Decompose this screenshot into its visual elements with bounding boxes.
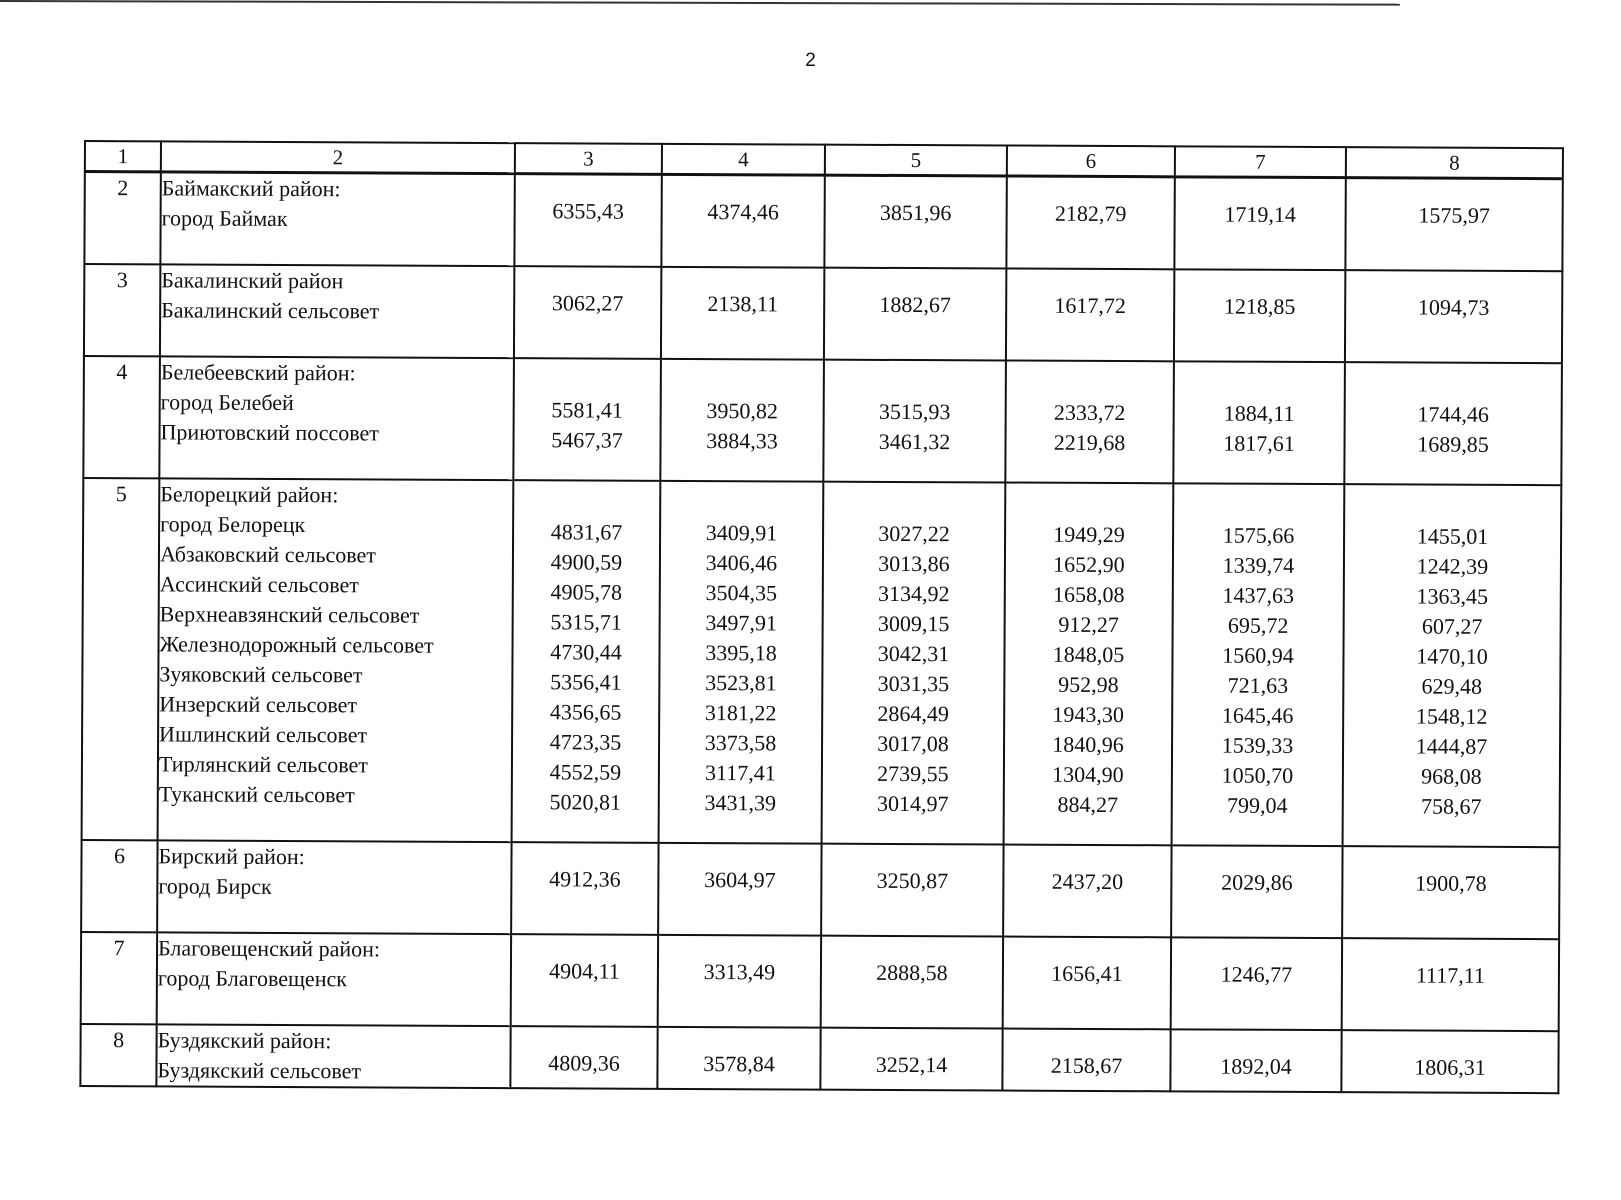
value-cell-col-8 [1341, 1030, 1558, 1093]
numeric-value: 2029,86 [1221, 869, 1293, 895]
value-cell-col-3 [513, 358, 661, 481]
row-index: 5 [82, 478, 160, 840]
value-cell-col-7 [1171, 937, 1342, 1030]
numeric-value: 5467,37 [551, 427, 623, 453]
numeric-value: 3017,08 [877, 730, 949, 757]
value-cell-col-8 [1342, 846, 1559, 939]
numeric-value: 1817,61 [1223, 430, 1295, 456]
value-cell-col-3 [512, 480, 661, 843]
numeric-value: 3027,22 [878, 520, 950, 547]
numeric-value: 1575,66 [1222, 522, 1295, 548]
header-line-spacer [662, 366, 823, 397]
numeric-value: 1840,96 [1052, 731, 1124, 758]
numeric-value: 3042,31 [877, 640, 950, 667]
territory-cell [156, 1024, 510, 1088]
header-line-spacer [663, 182, 824, 198]
header-line-spacer [1343, 853, 1558, 869]
numeric-value: 3578,84 [703, 1051, 775, 1077]
numeric-value: 4900,59 [550, 549, 623, 575]
header-line-spacer [1343, 1037, 1558, 1053]
numeric-value: 1882,67 [879, 291, 952, 318]
numeric-value: 3431,39 [704, 790, 777, 816]
numeric-value: 4831,67 [550, 519, 623, 545]
header-line-spacer [825, 275, 1005, 291]
territory-cell [158, 478, 514, 842]
numeric-value: 2138,11 [707, 291, 779, 317]
district-name: Благовещенский район: [157, 935, 381, 962]
column-header-7: 7 [1175, 146, 1346, 177]
numeric-value: 3409,91 [705, 520, 778, 546]
value-cell-col-3 [514, 266, 661, 359]
territory-cell [159, 356, 514, 480]
header-line-spacer [1175, 368, 1344, 399]
numeric-value: 1339,74 [1222, 552, 1295, 578]
territory-cell [160, 264, 514, 358]
header-line-spacer [1175, 276, 1344, 292]
numeric-value: 2437,20 [1051, 868, 1124, 895]
row-index: 8 [80, 1024, 156, 1086]
data-table [79, 140, 1564, 1094]
numeric-value: 5315,71 [550, 609, 622, 635]
value-cell-col-5 [823, 360, 1006, 483]
header-line-spacer [1343, 945, 1558, 961]
numeric-value: 4730,44 [550, 639, 622, 665]
header-line-spacer [1346, 277, 1561, 293]
value-cell-col-8 [1344, 362, 1562, 485]
header-line-spacer [1172, 852, 1341, 868]
numeric-value: 1560,94 [1222, 642, 1294, 668]
value-cell-col-3 [510, 1026, 657, 1089]
numeric-value: 3014,97 [876, 790, 949, 817]
table-row [84, 264, 1562, 363]
settlement-name: Зуяковский сельсовет [159, 661, 363, 688]
header-line-spacer [1004, 852, 1170, 868]
numeric-value: 4905,78 [550, 579, 623, 605]
header-line-spacer [659, 1034, 820, 1050]
numeric-value: 1575,97 [1418, 202, 1490, 228]
value-cell-col-7 [1174, 269, 1345, 362]
settlement-name: Туканский сельсовет [158, 781, 355, 808]
value-cell-col-3 [514, 174, 661, 267]
numeric-value: 1656,41 [1051, 960, 1123, 987]
header-line-spacer [661, 488, 822, 519]
numeric-value: 4552,59 [549, 759, 622, 785]
numeric-value: 3461,32 [878, 428, 951, 455]
header-line-spacer [515, 273, 660, 289]
value-cell-col-4 [659, 481, 824, 844]
row-spacer [160, 447, 512, 479]
value-cell-col-5 [822, 482, 1006, 845]
numeric-value: 1900,78 [1415, 870, 1487, 896]
numeric-value: 799,04 [1226, 792, 1288, 818]
numeric-value: 1848,05 [1052, 641, 1125, 668]
header-line-spacer [514, 487, 659, 518]
settlement-name: Буздякский сельсовет [157, 1057, 362, 1084]
numeric-value: 1117,11 [1415, 962, 1486, 988]
numeric-value: 2739,55 [877, 760, 949, 787]
numeric-value: 3117,41 [705, 760, 776, 786]
value-cell-col-7 [1172, 483, 1345, 846]
header-line-spacer [1345, 491, 1560, 522]
table-row [80, 1024, 1558, 1093]
header-line-spacer [1008, 184, 1174, 200]
value-cell-col-4 [657, 1027, 820, 1090]
numeric-value: 1218,85 [1223, 293, 1296, 319]
settlement-name: город Баймак [161, 205, 288, 231]
value-cell-col-8 [1345, 270, 1562, 363]
header-line-spacer [515, 365, 660, 396]
table-body [80, 172, 1562, 1094]
numeric-value: 3851,96 [879, 199, 952, 226]
header-line-spacer [1174, 490, 1343, 521]
numeric-value: 6355,43 [552, 198, 624, 224]
numeric-value: 1652,90 [1053, 551, 1125, 578]
value-cell-col-7 [1174, 177, 1345, 270]
numeric-value: 3252,14 [875, 1051, 948, 1078]
numeric-value: 5581,41 [551, 397, 623, 423]
numeric-value: 1094,73 [1417, 294, 1490, 320]
numeric-value: 5020,81 [549, 789, 622, 815]
numeric-value: 3013,86 [878, 550, 950, 577]
numeric-value: 4912,36 [549, 866, 621, 892]
header-line-spacer [822, 851, 1002, 867]
numeric-value: 2219,68 [1053, 429, 1126, 456]
numeric-value: 1645,46 [1221, 702, 1294, 728]
header-line-spacer [1007, 368, 1173, 399]
header-line-spacer [659, 850, 820, 866]
territory-cell [160, 172, 514, 266]
numeric-value: 4904,11 [549, 958, 620, 984]
header-line-spacer [512, 941, 657, 957]
table-container [79, 140, 1562, 1094]
numeric-value: 1548,12 [1415, 703, 1488, 729]
numeric-value: 1943,30 [1052, 701, 1125, 728]
value-cell-col-6 [1006, 269, 1174, 362]
numeric-value: 1363,45 [1416, 583, 1489, 609]
row-spacer [161, 233, 513, 265]
row-index: 4 [83, 356, 160, 478]
numeric-value: 1242,39 [1416, 553, 1489, 579]
header-line-spacer [1172, 1036, 1341, 1052]
numeric-value: 1658,08 [1052, 581, 1125, 608]
numeric-value: 3250,87 [876, 867, 949, 894]
value-cell-col-6 [1005, 361, 1174, 484]
numeric-value: 3406,46 [705, 550, 778, 576]
column-header-1: 1 [85, 141, 161, 172]
row-spacer [161, 325, 513, 357]
header-line-spacer [826, 183, 1006, 199]
numeric-value: 3031,35 [877, 670, 950, 697]
numeric-value: 629,48 [1421, 673, 1483, 699]
numeric-value: 4356,65 [549, 699, 622, 725]
numeric-value: 884,27 [1057, 791, 1119, 818]
settlement-name: город Белорецк [160, 511, 306, 538]
numeric-value: 3523,81 [705, 670, 777, 696]
column-header-8: 8 [1346, 147, 1563, 179]
table-row [81, 840, 1559, 939]
numeric-value: 1437,63 [1222, 582, 1295, 608]
numeric-value: 3062,27 [551, 290, 624, 316]
settlement-name: Ишлинский сельсовет [159, 721, 368, 748]
header-line-spacer [512, 849, 657, 865]
district-name: Белорецкий район: [160, 481, 339, 508]
numeric-value: 607,27 [1421, 613, 1483, 639]
numeric-value: 2158,67 [1050, 1052, 1123, 1079]
district-name: Баймакский район: [161, 175, 341, 202]
column-header-2: 2 [161, 141, 515, 173]
numeric-value: 1806,31 [1414, 1054, 1486, 1080]
territory-cell [157, 840, 511, 934]
numeric-value: 1949,29 [1053, 521, 1125, 548]
settlement-name: Ассинский сельсовет [159, 571, 360, 598]
value-cell-col-7 [1170, 1029, 1341, 1092]
row-spacer [158, 901, 510, 933]
numeric-value: 3373,58 [704, 730, 777, 756]
column-header-5: 5 [825, 145, 1007, 176]
numeric-value: 1246,77 [1220, 961, 1293, 987]
numeric-value: 1884,11 [1223, 400, 1295, 426]
value-cell-col-6 [1004, 483, 1174, 846]
row-index: 7 [81, 932, 157, 1024]
settlement-name: Железнодорожный сельсовет [159, 631, 434, 658]
district-name: Бакалинский район [161, 267, 344, 294]
numeric-value: 1444,87 [1415, 733, 1488, 759]
page-number: 2 [805, 50, 816, 71]
value-cell-col-6 [1003, 937, 1171, 1030]
value-cell-col-3 [511, 934, 658, 1027]
numeric-value: 3134,92 [877, 580, 950, 607]
numeric-value: 968,08 [1421, 763, 1482, 789]
numeric-value: 1050,70 [1221, 762, 1294, 788]
numeric-value: 758,67 [1420, 793, 1482, 819]
numeric-value: 3504,35 [705, 580, 778, 606]
row-spacer [158, 993, 510, 1025]
value-cell-col-4 [661, 174, 824, 267]
numeric-value: 3950,82 [706, 398, 778, 424]
numeric-value: 4374,46 [707, 199, 779, 225]
row-index: 3 [84, 264, 160, 356]
value-cell-col-5 [821, 936, 1003, 1029]
numeric-value: 4809,36 [548, 1050, 620, 1076]
value-cell-col-7 [1171, 845, 1342, 938]
numeric-value: 5356,41 [550, 669, 622, 695]
settlement-name: Приютовский поссовет [160, 419, 380, 446]
numeric-value: 1719,14 [1224, 201, 1296, 227]
value-cell-col-7 [1173, 361, 1345, 484]
column-header-4: 4 [662, 144, 825, 175]
settlement-name: город Белебей [160, 389, 294, 416]
table-row [82, 478, 1562, 847]
numeric-value: 1470,10 [1416, 643, 1488, 669]
numeric-value: 952,98 [1058, 671, 1119, 698]
header-line-spacer [822, 1035, 1002, 1051]
header-line-spacer [825, 367, 1005, 398]
header-line-spacer [1004, 1036, 1170, 1052]
row-index: 6 [81, 840, 157, 932]
value-cell-col-8 [1343, 484, 1562, 847]
numeric-value: 1744,46 [1417, 401, 1489, 427]
numeric-value: 3395,18 [705, 640, 777, 666]
district-name: Буздякский район: [157, 1027, 332, 1054]
header-line-spacer [1004, 944, 1170, 960]
value-cell-col-8 [1345, 178, 1562, 272]
value-cell-col-5 [824, 175, 1006, 268]
settlement-name: Инзерский сельсовет [159, 691, 358, 718]
district-name: Белебеевский район: [160, 359, 356, 386]
value-cell-col-5 [821, 844, 1003, 937]
numeric-value: 1455,01 [1416, 523, 1489, 549]
table-row [81, 932, 1559, 1031]
value-cell-col-3 [511, 842, 658, 935]
numeric-value: 3009,15 [877, 610, 950, 637]
numeric-value: 3884,33 [706, 428, 778, 454]
value-cell-col-6 [1006, 176, 1174, 269]
header-line-spacer [1172, 944, 1341, 960]
settlement-name: Тирлянский сельсовет [158, 751, 368, 778]
numeric-value: 1539,33 [1221, 732, 1294, 758]
scan-edge-line [0, 0, 1400, 6]
value-cell-col-4 [661, 267, 824, 360]
numeric-value: 2888,58 [876, 959, 948, 986]
numeric-value: 2864,49 [877, 700, 950, 727]
numeric-value: 3497,91 [705, 610, 777, 636]
value-cell-col-5 [824, 268, 1006, 361]
numeric-value: 2333,72 [1053, 399, 1126, 426]
value-cell-col-4 [658, 935, 821, 1028]
numeric-value: 1304,90 [1052, 761, 1124, 788]
header-line-spacer [1346, 369, 1561, 400]
header-line-spacer [512, 1033, 657, 1049]
numeric-value: 1617,72 [1054, 292, 1127, 319]
numeric-value: 3515,93 [878, 398, 951, 425]
column-header-3: 3 [515, 143, 662, 174]
header-line-spacer [1176, 184, 1345, 200]
column-header-6: 6 [1007, 146, 1175, 177]
header-line-spacer [1347, 185, 1562, 201]
numeric-value: 2182,79 [1054, 200, 1127, 227]
numeric-value: 4723,35 [549, 729, 622, 755]
value-cell-col-8 [1342, 938, 1559, 1031]
numeric-value: 3313,49 [703, 959, 776, 985]
value-cell-col-4 [658, 843, 821, 936]
header-line-spacer [662, 274, 823, 290]
numeric-value: 3604,97 [704, 867, 776, 893]
value-cell-col-5 [820, 1028, 1002, 1091]
value-cell-col-4 [660, 359, 824, 482]
header-line-spacer [1007, 276, 1173, 292]
table-row [84, 172, 1562, 272]
header-line-spacer [824, 489, 1004, 520]
numeric-value: 1689,85 [1417, 431, 1489, 457]
row-spacer [159, 809, 511, 841]
header-line-spacer [659, 942, 820, 958]
numeric-value: 3181,22 [704, 700, 777, 726]
numeric-value: 912,27 [1058, 611, 1119, 638]
value-cell-col-6 [1003, 845, 1171, 938]
settlement-name: Бакалинский сельсовет [161, 297, 380, 324]
settlement-name: город Бирск [158, 873, 272, 899]
value-cell-col-6 [1002, 1029, 1170, 1092]
territory-cell [157, 932, 511, 1026]
header-line-spacer [516, 181, 661, 197]
settlement-name: Верхнеавзянский сельсовет [159, 601, 420, 628]
numeric-value: 695,72 [1227, 612, 1289, 638]
table-row [83, 356, 1562, 485]
district-name: Бирский район: [158, 843, 305, 870]
settlement-name: город Благовещенск [157, 965, 348, 992]
row-index: 2 [84, 172, 160, 265]
header-line-spacer [1006, 490, 1172, 521]
header-line-spacer [822, 943, 1002, 959]
numeric-value: 1892,04 [1220, 1053, 1292, 1079]
numeric-value: 721,63 [1227, 672, 1289, 698]
settlement-name: Абзаковский сельсовет [159, 541, 377, 568]
